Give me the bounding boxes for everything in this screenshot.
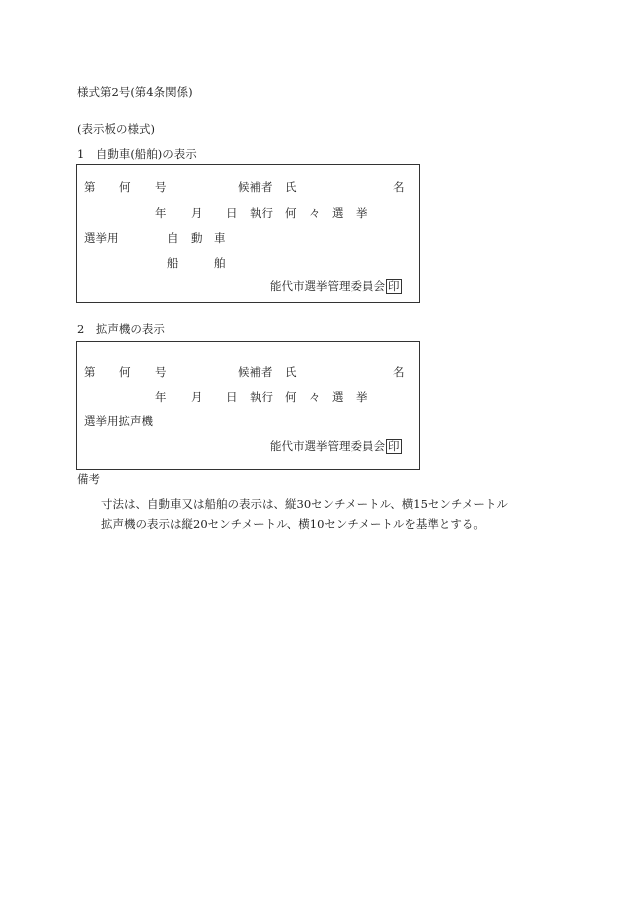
s1-tsuki: 月 — [191, 206, 203, 220]
document-subheading: (表示板の様式) — [77, 122, 155, 136]
s1-do: 動 — [191, 231, 203, 245]
section1-title: 1 自動車(船舶)の表示 — [77, 147, 197, 161]
s2-dai: 第 — [84, 365, 96, 379]
seal-icon: 印 — [388, 279, 400, 293]
remarks-line-2: 拡声機の表示は縦20センチメートル、横10センチメートルを基準とする。 — [101, 517, 485, 531]
remarks-title: 備考 — [77, 472, 100, 486]
s2-issuer-name: 能代市選挙管理委員会 — [270, 439, 385, 453]
s1-sha: 車 — [214, 231, 226, 245]
s2-kyo: 挙 — [356, 390, 368, 404]
s2-kohosha: 候補者 — [238, 365, 273, 379]
s2-sen: 選 — [332, 390, 344, 404]
s1-nen: 年 — [155, 206, 167, 220]
remarks-line-1: 寸法は、自動車又は船舶の表示は、縦30センチメートル、横15センチメートル — [101, 497, 508, 511]
s2-shi: 氏 — [285, 365, 297, 379]
s1-hi: 日 — [226, 206, 238, 220]
s1-shikko: 執行 — [250, 206, 273, 220]
s1-ji: 自 — [167, 231, 179, 245]
s1-sen: 選 — [332, 206, 344, 220]
s1-sen-ship: 船 — [167, 256, 179, 270]
s2-tsuki: 月 — [191, 390, 203, 404]
s1-kyo: 挙 — [356, 206, 368, 220]
section1-display-board — [76, 164, 420, 303]
s1-dai: 第 — [84, 180, 96, 194]
s2-noma: 々 — [309, 390, 321, 404]
s2-hi: 日 — [226, 390, 238, 404]
s1-shi: 氏 — [285, 180, 297, 194]
s1-ka: 何 — [119, 180, 131, 194]
s2-go: 号 — [155, 365, 167, 379]
s2-issuer — [270, 439, 402, 454]
s2-shikko: 執行 — [250, 390, 273, 404]
s1-nanika: 何 — [285, 206, 297, 220]
s2-nen: 年 — [155, 390, 167, 404]
s1-mei: 名 — [393, 180, 405, 194]
s1-go: 号 — [155, 180, 167, 194]
s1-haku: 舶 — [214, 256, 226, 270]
section2-display-board — [76, 341, 420, 470]
s1-issuer — [270, 279, 402, 294]
s1-senkyoyo: 選挙用 — [84, 231, 119, 245]
seal-icon: 印 — [388, 439, 400, 453]
s1-kohosha: 候補者 — [238, 180, 273, 194]
s2-loudspeaker-label: 選挙用拡声機 — [84, 414, 153, 428]
document-heading: 様式第2号(第4条関係) — [77, 85, 193, 99]
s1-issuer-name: 能代市選挙管理委員会 — [270, 279, 385, 293]
s1-noma: 々 — [309, 206, 321, 220]
section2-title: 2 拡声機の表示 — [77, 322, 165, 336]
s2-mei: 名 — [393, 365, 405, 379]
s2-nanika: 何 — [285, 390, 297, 404]
s2-ka: 何 — [119, 365, 131, 379]
